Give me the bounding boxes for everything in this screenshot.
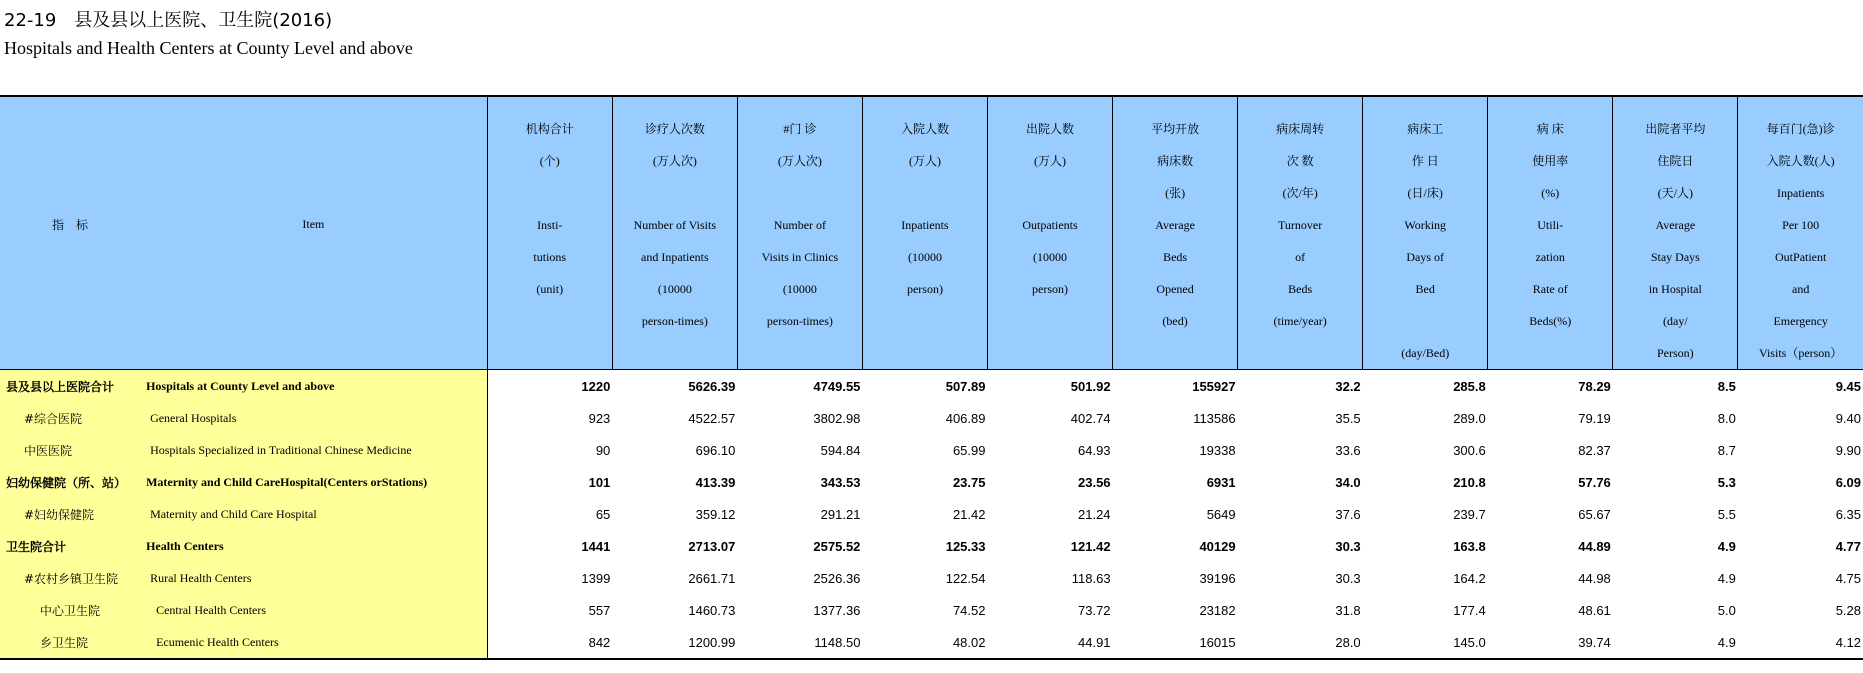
table-cell: 289.0 (1453, 410, 1486, 426)
header-item-label: Item (302, 216, 325, 231)
row-label-en: General Hospitals (140, 402, 487, 434)
table-cell: 125.33 (945, 538, 986, 554)
column-header-line: 病床周转 (1276, 122, 1325, 136)
table-header-row (0, 96, 1863, 370)
table-cell: 65.99 (952, 442, 986, 458)
column-header-line: Insti- (537, 218, 563, 232)
table-cell: 23182 (1199, 602, 1236, 618)
column-header-line: 入院人数 (900, 122, 949, 136)
table-cell: 239.7 (1453, 506, 1486, 522)
table-cell: 34.0 (1335, 474, 1361, 490)
column-header-line: Average (1655, 218, 1696, 232)
statistics-table-container (0, 95, 1863, 660)
column-header-line: Inpatients (901, 218, 949, 232)
table-cell: 28.0 (1238, 626, 1363, 659)
column-header-line: Outpatients (1022, 218, 1078, 232)
column-header-line: 病床工 (1407, 122, 1444, 136)
table-cell: 2526.36 (813, 570, 861, 586)
column-header-line: (10000 (1033, 250, 1068, 264)
table-cell: 122.54 (945, 570, 986, 586)
column-header-line: (万人次) (652, 154, 697, 168)
column-header-line: Number of Visits (633, 218, 717, 232)
table-cell: 21.42 (952, 506, 986, 522)
row-label-en: Health Centers (140, 530, 487, 562)
table-cell: 73.72 (1078, 602, 1111, 618)
column-header-line: Beds (1163, 250, 1188, 264)
table-cell: 696.10 (695, 442, 736, 458)
table-cell: 594.84 (820, 442, 861, 458)
table-row (0, 594, 1863, 626)
column-header-line: (day/Bed) (1401, 346, 1450, 360)
column-header (737, 96, 862, 370)
table-cell: 4.9 (1717, 538, 1736, 554)
table-cell: 35.5 (1335, 410, 1361, 426)
table-cell: 5.28 (1835, 602, 1861, 618)
table-cell: 2713.07 (688, 538, 736, 554)
table-row (0, 370, 1863, 403)
column-header-line: Inpatients (1777, 186, 1825, 200)
column-header-line: 病床数 (1157, 154, 1194, 168)
column-header (862, 96, 987, 370)
page-title-en: Hospitals and Health Centers at County Level and above (4, 38, 413, 58)
table-cell: 39.74 (1488, 626, 1613, 659)
column-header-line: 住院日 (1657, 154, 1694, 168)
table-cell: 9.45 (1835, 378, 1861, 394)
row-label-cn: #综合医院 (0, 402, 140, 434)
column-header-line: 入院人数(人) (1766, 154, 1835, 168)
statistics-table (0, 95, 1863, 660)
table-cell: 4.75 (1835, 570, 1861, 586)
table-row (0, 434, 1863, 466)
table-cell: 48.61 (1578, 602, 1611, 618)
table-cell: 57.76 (1578, 474, 1611, 490)
header-item-en (140, 96, 487, 370)
table-cell: 23.75 (952, 474, 986, 490)
column-header-line: 诊疗人次数 (644, 122, 705, 136)
column-header (487, 96, 612, 370)
page-title-cn: 22-19 县及县以上医院、卫生院(2016) (4, 10, 333, 31)
table-cell: 9.90 (1835, 442, 1861, 458)
column-header-line: (10000 (907, 250, 942, 264)
table-cell: 359.12 (695, 506, 736, 522)
table-cell: 4.77 (1835, 538, 1861, 554)
table-cell: 40129 (1199, 538, 1236, 554)
table-cell: 300.6 (1453, 442, 1486, 458)
column-header-line: 每百门(急)诊 (1766, 122, 1835, 136)
table-cell: 30.3 (1335, 570, 1361, 586)
table-cell: 8.7 (1717, 442, 1736, 458)
table-cell: 210.8 (1453, 474, 1486, 490)
column-header-line: person-times) (766, 314, 833, 328)
table-cell: 65 (595, 506, 611, 522)
column-header-line: Opened (1156, 282, 1194, 296)
table-cell: 2661.71 (688, 570, 736, 586)
column-header-line: (unit) (536, 282, 564, 296)
table-cell: 44.91 (987, 626, 1112, 659)
column-header (1113, 96, 1238, 370)
column-header (1363, 96, 1488, 370)
column-header-line: zation (1535, 250, 1565, 264)
table-cell: 5.3 (1717, 474, 1736, 490)
table-body (0, 370, 1863, 660)
table-cell: 5.5 (1717, 506, 1736, 522)
table-cell: 1148.50 (737, 626, 862, 659)
column-header-line: Days of (1406, 250, 1445, 264)
column-header-line: 机构合计 (525, 122, 574, 136)
row-label-cn: 县及县以上医院合计 (0, 370, 140, 403)
table-cell: 177.4 (1453, 602, 1486, 618)
table-cell: 37.6 (1335, 506, 1361, 522)
column-header-line: (个) (539, 154, 560, 168)
column-header-line: Beds(%) (1529, 314, 1572, 328)
table-cell: 5649 (1206, 506, 1236, 522)
table-cell: 413.39 (695, 474, 736, 490)
column-header-line: (次/年) (1282, 186, 1318, 200)
table-row (0, 402, 1863, 434)
column-header (612, 96, 737, 370)
table-cell: 79.19 (1578, 410, 1611, 426)
table-cell: 16015 (1113, 626, 1238, 659)
column-header-line: of (1295, 250, 1306, 264)
column-header-line: 作 日 (1411, 154, 1439, 168)
column-header-line: 使用率 (1532, 154, 1569, 168)
column-header-line: Stay Days (1650, 250, 1700, 264)
table-cell: 1441 (581, 538, 611, 554)
table-cell: 6.09 (1835, 474, 1861, 490)
table-cell: 1200.99 (612, 626, 737, 659)
table-cell: 5.0 (1717, 602, 1736, 618)
column-header-line: Per 100 (1782, 218, 1820, 232)
column-header-line: (%) (1541, 186, 1560, 200)
table-cell: 8.0 (1717, 410, 1736, 426)
row-label-en: Hospitals Specialized in Traditional Chinese Medicine (140, 434, 487, 466)
column-header-line: (day/ (1663, 314, 1688, 328)
table-cell: 155927 (1192, 378, 1236, 394)
column-header-line: Visits in Clinics (761, 250, 839, 264)
table-cell: 164.2 (1453, 570, 1486, 586)
row-label-en: Central Health Centers (140, 594, 487, 626)
table-cell: 48.02 (862, 626, 987, 659)
table-cell: 32.2 (1335, 378, 1361, 394)
column-header-line: Average (1155, 218, 1195, 232)
table-cell: 163.8 (1453, 538, 1486, 554)
table-cell: 507.89 (945, 378, 986, 394)
table-cell: 9.40 (1835, 410, 1861, 426)
row-label-cn: #妇幼保健院 (0, 498, 140, 530)
row-label-cn: #农村乡镇卫生院 (0, 562, 140, 594)
table-cell: 406.89 (945, 410, 986, 426)
column-header-line: 平均开放 (1151, 122, 1200, 136)
table-cell: 2575.52 (813, 538, 861, 554)
header-indicator-label: 指 标 (52, 217, 89, 232)
column-header (1613, 96, 1738, 370)
column-header-line: 出院者平均 (1645, 122, 1706, 136)
table-cell: 1399 (581, 570, 611, 586)
table-cell: 842 (487, 626, 612, 659)
table-cell: 3802.98 (813, 410, 861, 426)
column-header-line: (日/床) (1407, 186, 1443, 200)
table-cell: 402.74 (1070, 410, 1111, 426)
table-cell: 5626.39 (688, 378, 736, 394)
column-header-line: and Inpatients (641, 250, 709, 264)
column-header (1738, 96, 1863, 370)
table-cell: 4.9 (1613, 626, 1738, 659)
table-cell: 285.8 (1453, 378, 1486, 394)
row-label-en: Rural Health Centers (140, 562, 487, 594)
column-header-line: Working (1404, 218, 1447, 232)
table-cell: 78.29 (1578, 378, 1611, 394)
column-header-line: (10000 (657, 282, 692, 296)
table-cell: 44.89 (1578, 538, 1611, 554)
table-cell: 44.98 (1578, 570, 1611, 586)
column-header-line: Rate of (1532, 282, 1568, 296)
table-cell: 8.5 (1717, 378, 1736, 394)
table-cell: 4749.55 (813, 378, 861, 394)
table-row (0, 466, 1863, 498)
row-label-en: Maternity and Child Care Hospital (140, 498, 487, 530)
table-cell: 557 (588, 602, 611, 618)
table-cell: 64.93 (1078, 442, 1111, 458)
table-row (0, 498, 1863, 530)
column-header-line: Person) (1656, 346, 1694, 360)
row-label-cn: 中医医院 (0, 434, 140, 466)
column-header-line: and (1792, 282, 1810, 296)
table-cell: 101 (588, 474, 611, 490)
table-cell: 31.8 (1335, 602, 1361, 618)
table-cell: 82.37 (1578, 442, 1611, 458)
column-header-line: person) (906, 282, 943, 296)
column-header-line: (time/year) (1273, 314, 1327, 328)
table-cell: 501.92 (1070, 378, 1111, 394)
table-cell: 145.0 (1363, 626, 1488, 659)
table-cell: 90 (595, 442, 611, 458)
table-cell: 33.6 (1335, 442, 1361, 458)
column-header-line: (天/人) (1657, 186, 1693, 200)
table-cell: 30.3 (1335, 538, 1361, 554)
column-header-line: Visits（person） (1759, 346, 1843, 360)
column-header-line: Beds (1288, 282, 1313, 296)
column-header-line: 出院人数 (1026, 122, 1075, 136)
column-header-line: (bed) (1162, 314, 1188, 328)
column-header (987, 96, 1112, 370)
column-header-line: Number of (773, 218, 827, 232)
row-label-cn: 中心卫生院 (0, 594, 140, 626)
column-header-line: (万人) (908, 154, 941, 168)
table-cell: 4.12 (1738, 626, 1863, 659)
column-header (1238, 96, 1363, 370)
table-cell: 39196 (1199, 570, 1236, 586)
table-cell: 23.56 (1078, 474, 1111, 490)
row-label-en: Ecumenic Health Centers (140, 626, 487, 659)
column-header-line: in Hospital (1648, 282, 1702, 296)
column-header-line: tutions (533, 250, 567, 264)
table-cell: 923 (588, 410, 611, 426)
table-cell: 74.52 (952, 602, 986, 618)
column-header-line: (张) (1165, 186, 1186, 200)
table-cell: 19338 (1199, 442, 1236, 458)
column-header-line: 次 数 (1286, 154, 1314, 168)
table-cell: 343.53 (820, 474, 861, 490)
column-header-line: person) (1032, 282, 1069, 296)
column-header-line: Emergency (1773, 314, 1828, 328)
table-cell: 4522.57 (688, 410, 736, 426)
table-cell: 113586 (1193, 410, 1236, 426)
table-cell: 1460.73 (688, 602, 736, 618)
row-label-cn: 妇幼保健院（所、站） (0, 466, 140, 498)
column-header (1488, 96, 1613, 370)
table-cell: 4.9 (1717, 570, 1736, 586)
table-row (0, 530, 1863, 562)
column-header-line: #门 诊 (783, 122, 817, 136)
column-header-line: Utili- (1537, 218, 1564, 232)
column-header-line: 病 床 (1536, 122, 1564, 136)
table-cell: 6.35 (1835, 506, 1861, 522)
column-header-line: OutPatient (1775, 250, 1827, 264)
column-header-line: (10000 (782, 282, 817, 296)
column-header-line: (万人次) (777, 154, 822, 168)
row-label-en: Hospitals at County Level and above (140, 370, 487, 403)
table-cell: 6931 (1206, 474, 1236, 490)
table-row (0, 626, 1863, 659)
row-label-cn: 卫生院合计 (0, 530, 140, 562)
table-cell: 118.63 (1071, 570, 1111, 586)
table-cell: 65.67 (1578, 506, 1611, 522)
table-cell: 21.24 (1078, 506, 1111, 522)
column-header-line: Turnover (1278, 218, 1323, 232)
row-label-cn: 乡卫生院 (0, 626, 140, 659)
header-indicator-cn (0, 96, 140, 370)
column-header-line: Bed (1415, 282, 1435, 296)
table-cell: 121.42 (1070, 538, 1111, 554)
table-cell: 1220 (581, 378, 611, 394)
column-header-line: (万人) (1034, 154, 1067, 168)
column-header-line: person-times) (641, 314, 708, 328)
row-label-en: Maternity and Child CareHospital(Centers orStations) (140, 466, 487, 498)
table-cell: 291.21 (820, 506, 861, 522)
table-cell: 1377.36 (813, 602, 861, 618)
table-row (0, 562, 1863, 594)
